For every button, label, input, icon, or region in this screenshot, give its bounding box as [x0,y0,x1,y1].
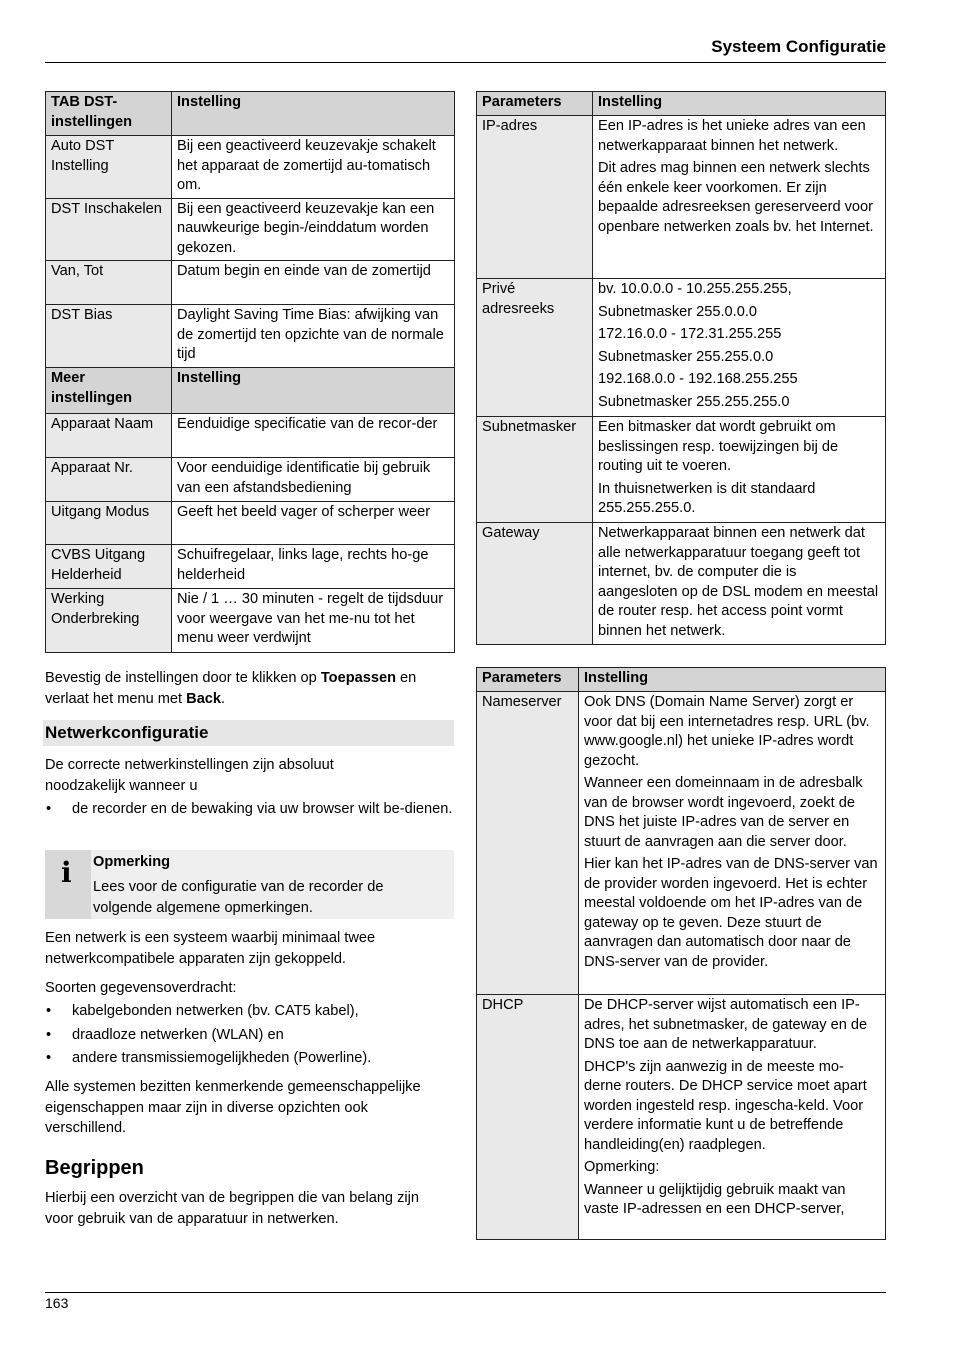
row-label: Auto DST Instelling [46,136,172,199]
row-label: Werking Onderbreking [46,589,172,653]
row-value [579,995,886,1240]
row-paragraph: Netwerkapparaat binnen een netwerk dat alle netwerkapparatuur toegang geeft tot internet, bv. de computer die is aangesloten op de DSL modem en meestal de router resp. het access point vormt binnen het netwerk. [598,525,879,639]
table-row [477,523,886,645]
table-row [46,136,455,199]
row-label: Apparaat Nr. [46,458,172,502]
note-title: Opmerking [93,854,171,870]
row-paragraph: Opmerking: [584,1159,660,1175]
table-row [46,261,455,305]
table-row [477,116,886,279]
row-value: Nie / 1 … 30 minuten - regelt de tijdsduur voor weergave van het me-nu tot het menu weer verdwijnt [172,589,455,653]
row-paragraph: 192.168.0.0 - 192.168.255.255 [598,371,798,387]
page-number: 163 [45,1295,69,1311]
table-row [46,589,455,653]
info-icon: i [45,850,91,919]
note-box [45,850,454,919]
network-params-table-2 [476,667,886,1240]
row-value [593,116,886,279]
row-paragraph: Een bitmasker dat wordt gebruikt om beslissingen resp. toewijzingen bij de routing uit te voeren. [598,419,839,474]
table-header-cell: TAB DST-instellingen [46,92,172,136]
header-title: Systeem Configuratie [711,37,886,56]
table-header-cell: Instelling [172,368,455,414]
row-paragraph: DHCP's zijn aanwezig in de meeste mo-derne routers. De DHCP service moet apart worden ingesteld resp. ingescha-keld. Voor verdere informatie kunt u de betreffende handleiding(en) raadplegen. [584,1058,867,1153]
intro-paragraph: De correcte netwerkinstellingen zijn absoluut noodzakelijk wanneer u [45,757,334,794]
text-run: en verlaat het menu met [45,670,417,707]
row-label: DST Bias [46,305,172,368]
dst-settings-table [45,91,455,653]
table-row [46,458,455,502]
row-paragraph: Subnetmasker 255.255.255.0 [598,393,790,410]
text-run: Bevestig de instellingen door te klikken op [45,670,321,686]
row-value [579,692,886,995]
network-params-table-1 [476,91,886,645]
table-header-cell: Instelling [579,668,886,692]
row-label: Nameserver [477,692,579,995]
row-paragraph: bv. 10.0.0.0 - 10.255.255.255, [598,281,792,297]
row-label: CVBS Uitgang Helderheid [46,545,172,589]
row-label: DHCP [477,995,579,1240]
table-header-cell: Parameters [477,92,593,116]
row-value: Bij een geactiveerd keuzevakje kan een nauwkeurige begin-/einddatum worden gekozen. [172,198,455,261]
row-value: Geeft het beeld vager of scherper weer [172,502,455,545]
table-row [477,692,886,995]
row-value: Voor eenduidige identificatie bij gebruik van een afstandsbediening [172,458,455,502]
footer-rule [45,1292,886,1293]
row-value: Daylight Saving Time Bias: afwijking van de zomertijd ten opzichte van de normale tijd [172,305,455,368]
row-value [593,279,886,417]
systems-paragraph: Alle systemen bezitten kenmerkende gemeenschappelijke eigenschappen maar zijn in diverse opzichten ook verschillend. [45,1079,421,1136]
row-value [593,523,886,645]
row-value: Datum begin en einde van de zomertijd [172,261,455,305]
row-paragraph: In thuisnetwerken is dit standaard 255.255.255.0. [598,480,816,516]
intro-bullet-list [45,799,455,820]
row-paragraph: Wanneer een domeinnaam in de adresbalk van de browser wordt ingevoerd, zoekt de DNS het juiste IP-adres van de server en stuurt de aanvragen aan die server door. [584,775,863,850]
network-definition: Een netwerk is een systeem waarbij minimaal twee netwerkcompatibele apparaten zijn gekoppeld. [45,930,376,967]
table-row [46,414,455,458]
table-header-cell: Instelling [593,92,886,116]
section-heading: Netwerkconfiguratie [45,723,209,742]
row-label: Uitgang Modus [46,502,172,545]
row-label: IP-adres [477,116,593,279]
table-row [477,279,886,417]
table-subheader [46,368,455,414]
row-value: Bij een geactiveerd keuzevakje schakelt het apparaat de zomertijd au-tomatisch om. [172,136,455,199]
list-item: • kabelgebonden netwerken (bv. CAT5 kabel), [45,1001,455,1022]
confirm-paragraph [45,668,455,709]
row-label: Apparaat Naam [46,414,172,458]
text-run: . [221,690,226,707]
table-row [477,995,886,1240]
table-header-cell: Meer instellingen [46,368,172,414]
table-row [46,198,455,261]
note-body: Lees voor de configuratie van de recorder de volgende algemene opmerkingen. [93,879,384,916]
row-label: Subnetmasker [477,417,593,523]
row-paragraph: Wanneer u gelijktijdig gebruik maakt van vaste IP-adressen en een DHCP-server, [584,1181,846,1217]
row-label: Privé adresreeks [477,279,593,417]
table-header-cell: Parameters [477,668,579,692]
row-paragraph: Ook DNS (Domain Name Server) zorgt er voor dat bij een internetadres resp. URL (bv. www.google.nl) het unieke IP-adres wordt gezocht. [584,694,870,769]
row-paragraph: De DHCP-server wijst automatisch een IP-adres, het subnetmasker, de gateway en de DNS toe aan de netwerkapparatuur. [584,997,868,1052]
row-value: Schuifregelaar, links lage, rechts ho-ge helderheid [172,545,455,589]
table-row [46,305,455,368]
table-row [477,417,886,523]
begrippen-heading: Begrippen [45,1157,144,1179]
list-item: • de recorder en de bewaking via uw browser wilt be-dienen. [45,799,455,820]
types-list [45,1001,455,1069]
list-item: • andere transmissiemogelijkheden (Powerline). [45,1048,455,1069]
bold-term: Toepassen [320,670,396,686]
header-rule [45,62,886,63]
section-heading-bar [43,720,454,746]
types-intro: Soorten gegevensoverdracht: [45,980,237,996]
row-paragraph: 172.16.0.0 - 172.31.255.255 [598,326,782,342]
row-label: Van, Tot [46,261,172,305]
row-label: Gateway [477,523,593,645]
row-paragraph: Dit adres mag binnen een netwerk slechts één enkele keer voorkomen. Er zijn bepaalde adresreeksen gereserveerd voor openbare netwerken zoals bv. het Internet. [598,160,874,235]
row-paragraph: Een IP-adres is het unieke adres van een netwerkapparaat binnen het netwerk. [598,118,866,154]
table-row [46,545,455,589]
row-value: Eenduidige specificatie van de recor-der [172,414,455,458]
list-item: • draadloze netwerken (WLAN) en [45,1025,455,1046]
row-value [593,417,886,523]
table-row [46,502,455,545]
row-label: DST Inschakelen [46,198,172,261]
row-paragraph: Subnetmasker 255.255.0.0 [598,348,774,365]
bold-term: Back [186,690,222,707]
row-paragraph: Subnetmasker 255.0.0.0 [598,303,758,320]
begrippen-paragraph: Hierbij een overzicht van de begrippen die van belang zijn voor gebruik van de apparatuur in netwerken. [45,1190,420,1227]
row-paragraph: Hier kan het IP-adres van de DNS-server van de provider worden ingevoerd. Het is echter meestal voldoende om het IP-adres van de gateway op te geven. Deze stuurt de aanvragen dan automatisch door naar de DNS-server van de provider. [584,856,878,970]
table-header-cell: Instelling [172,92,455,136]
